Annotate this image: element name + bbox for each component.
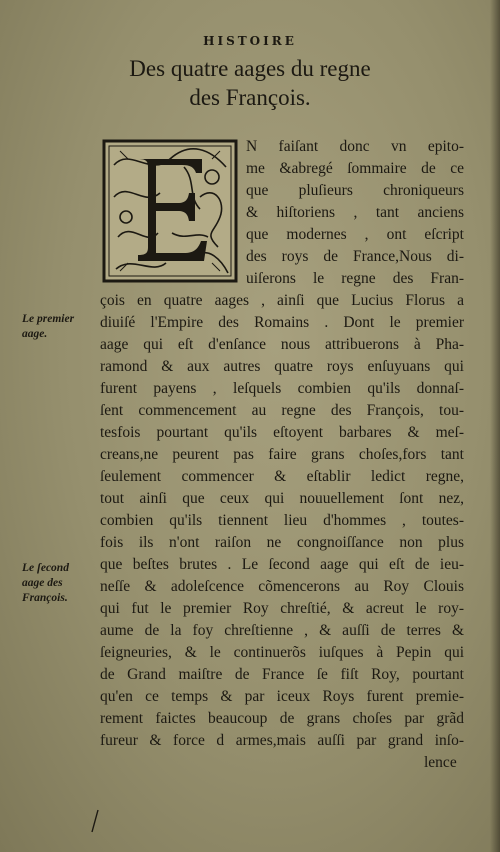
drop-cap-letter (240, 137, 241, 138)
text-line: tout ainſi que ceux qui nouuellement ſont nez, (100, 490, 464, 507)
chapter-title-line-2: des François. (189, 85, 311, 110)
text-line: fureur & force d armes,mais auſſi par grand inſo- (100, 732, 464, 749)
text-line: ramond & aux autres quatre roys enſuyuans qui (100, 358, 464, 375)
ornamental-initial-graphic (100, 137, 240, 285)
text-line: ſeulement commencer & eſtablir ledict regne, (100, 468, 464, 485)
stray-ink-mark (88, 808, 102, 834)
text-line: neſſe & adoleſcence cõmencerons au Roy Clouis (100, 578, 464, 595)
chapter-title-line-1: Des quatre aages du regne (129, 56, 371, 81)
text-line: me &abregé ſommaire de ce (246, 160, 464, 177)
running-head: HISTOIRE (203, 34, 297, 48)
margin-note-second-age (22, 561, 94, 606)
text-line: furent payens , leſquels combien qu'ils donnaſ- (100, 380, 464, 397)
text-line: rement faictes beaucoup de grans choſes par grãd (100, 710, 464, 727)
margin-note-line: François. (22, 592, 68, 604)
text-line: N faiſant donc vn epito- (246, 138, 464, 155)
text-line: creans,ne peurent pas faire grans choſes,fors tant (100, 446, 464, 463)
margin-note-line: Le ſecond (22, 562, 69, 574)
margin-note-line: Le premier (22, 313, 75, 325)
text-line: diuiſé l'Empire des Romains . Dont le premier (100, 314, 464, 331)
text-line: aage qui eſt d'enſance nous attribuerons à Pha- (100, 336, 464, 353)
text-line: des roys de France,Nous di- (246, 248, 464, 265)
text-line: çois en quatre aages , ainſi que Lucius Florus a (100, 292, 464, 309)
text-line: que pluſieurs chroniqueurs (246, 182, 464, 199)
margin-note-line: aage. (22, 328, 48, 340)
text-line-last: lence (424, 754, 457, 771)
text-line: qu'en ce temps & par iceux Roys furent premie- (100, 688, 464, 705)
text-line: ſent commencement au regne des François, tou- (100, 402, 464, 419)
text-line: que modernes , ont eſcript (246, 226, 464, 243)
text-line: tesfois pourtant qu'ils eſtoyent barbares & meſ- (100, 424, 464, 441)
text-line: de Grand maiſtre de France ſe fiſt Roy, pourtant (100, 666, 464, 683)
text-line: aume de la foy chreſtienne , & auſſi de terres & (100, 622, 464, 639)
margin-note-first-age (22, 312, 94, 342)
margin-note-line: aage des (22, 577, 63, 589)
text-line: que beſtes brutes . Le ſecond aage qui eſt de ieu- (100, 556, 464, 573)
text-line: ſeigneuries, & le continuerõs iuſques à Pepin qui (100, 644, 464, 661)
chapter-title (0, 54, 500, 112)
text-line: fois ils n'ont raiſon ne congnoiſſance non plus (100, 534, 464, 551)
text-line: & hiſtoriens , tant anciens (246, 204, 464, 221)
text-line: uiſerons le regne des Fran- (246, 270, 464, 287)
ornamental-initial-letter (100, 137, 240, 285)
page-edge-shadow (490, 0, 500, 852)
text-line: combien qu'ils tiennent lieu d'hommes , toutes- (100, 512, 464, 529)
text-line: qui fut le premier Roy chreſtié, & acreut le roy- (100, 600, 464, 617)
